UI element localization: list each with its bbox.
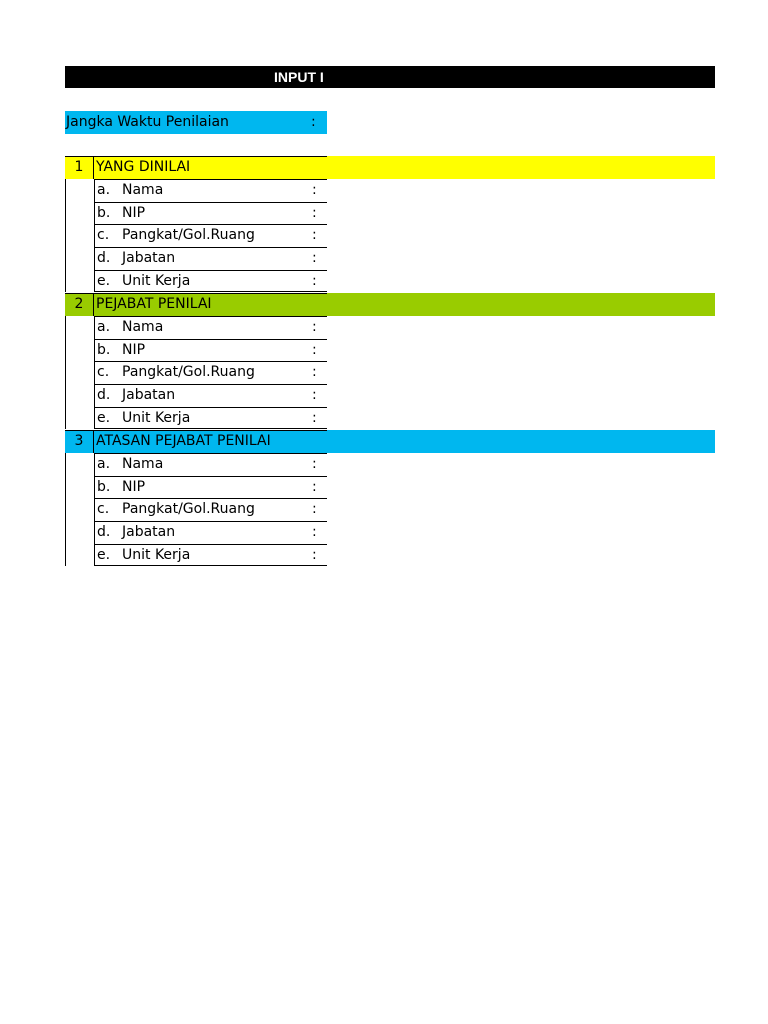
- row-label: Nama: [122, 182, 164, 198]
- section-header: [65, 430, 715, 453]
- field-row-jabatan[interactable]: [94, 247, 327, 270]
- field-row-nip[interactable]: [94, 476, 327, 499]
- section-rows: [65, 453, 327, 566]
- field-row-unit-kerja[interactable]: [94, 407, 327, 430]
- page-title: INPUT I: [274, 69, 324, 85]
- row-colon: :: [312, 341, 317, 358]
- field-row-nip[interactable]: [94, 202, 327, 225]
- row-label: Unit Kerja: [122, 546, 191, 563]
- row-colon: :: [312, 478, 317, 495]
- field-row-jabatan[interactable]: [94, 521, 327, 544]
- row-label: Unit Kerja: [122, 272, 191, 289]
- row-label: Jabatan: [122, 524, 176, 541]
- section-number: 3: [65, 430, 94, 453]
- row-letter: a.: [97, 319, 111, 335]
- section-title: YANG DINILAI: [96, 159, 191, 175]
- row-letter: a.: [97, 456, 111, 472]
- row-colon: :: [312, 501, 317, 518]
- field-row-nama[interactable]: [94, 453, 327, 476]
- field-row-nama[interactable]: [94, 179, 327, 202]
- section-rows: [65, 179, 327, 292]
- section-rows: [65, 316, 327, 429]
- row-label: Nama: [122, 456, 164, 472]
- field-row-jabatan[interactable]: [94, 384, 327, 407]
- row-letter: d.: [97, 250, 111, 267]
- section-number: 2: [65, 293, 94, 316]
- row-letter: e.: [97, 409, 111, 426]
- period-row: [65, 111, 327, 134]
- row-label: Pangkat/Gol.Ruang: [122, 501, 255, 518]
- row-letter: b.: [97, 204, 111, 221]
- row-colon: :: [312, 227, 317, 244]
- row-label: NIP: [122, 341, 146, 358]
- field-row-unit-kerja[interactable]: [94, 544, 327, 567]
- field-row-pangkat[interactable]: [94, 361, 327, 384]
- row-colon: :: [312, 319, 317, 335]
- row-label: Pangkat/Gol.Ruang: [122, 227, 255, 244]
- row-label: Pangkat/Gol.Ruang: [122, 364, 255, 381]
- section-title: ATASAN PEJABAT PENILAI: [96, 433, 271, 449]
- section-title: PEJABAT PENILAI: [96, 296, 212, 312]
- row-letter: c.: [97, 364, 110, 381]
- row-colon: :: [312, 182, 317, 198]
- field-row-nip[interactable]: [94, 339, 327, 362]
- title-bar: [65, 66, 715, 88]
- row-letter: b.: [97, 341, 111, 358]
- row-letter: b.: [97, 478, 111, 495]
- row-letter: e.: [97, 546, 111, 563]
- row-label: Jabatan: [122, 387, 176, 404]
- row-label: NIP: [122, 478, 146, 495]
- field-row-nama[interactable]: [94, 316, 327, 339]
- row-colon: :: [312, 524, 317, 541]
- row-colon: :: [312, 204, 317, 221]
- row-letter: d.: [97, 524, 111, 541]
- field-row-pangkat[interactable]: [94, 224, 327, 247]
- row-letter: c.: [97, 501, 110, 518]
- period-label: Jangka Waktu Penilaian: [66, 114, 229, 130]
- row-label: Nama: [122, 319, 164, 335]
- period-colon: :: [311, 114, 316, 130]
- row-label: Unit Kerja: [122, 409, 191, 426]
- section-header: [65, 293, 715, 316]
- row-colon: :: [312, 456, 317, 472]
- row-letter: d.: [97, 387, 111, 404]
- row-label: NIP: [122, 204, 146, 221]
- field-row-pangkat[interactable]: [94, 498, 327, 521]
- section-header: [65, 156, 715, 179]
- field-row-unit-kerja[interactable]: [94, 270, 327, 293]
- row-colon: :: [312, 272, 317, 289]
- row-letter: a.: [97, 182, 111, 198]
- row-colon: :: [312, 546, 317, 563]
- row-colon: :: [312, 364, 317, 381]
- row-label: Jabatan: [122, 250, 176, 267]
- row-colon: :: [312, 387, 317, 404]
- row-letter: e.: [97, 272, 111, 289]
- row-colon: :: [312, 250, 317, 267]
- row-letter: c.: [97, 227, 110, 244]
- row-colon: :: [312, 409, 317, 426]
- section-number: 1: [65, 156, 94, 179]
